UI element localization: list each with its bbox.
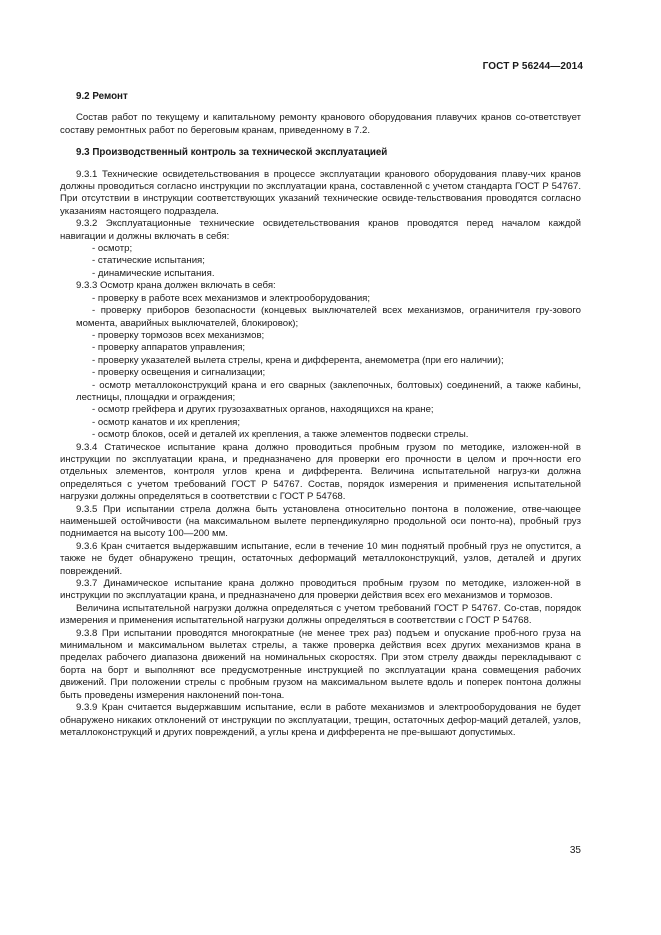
paragraph-9-3-5: 9.3.5 При испытании стрела должна быть установлена относительно понтона в положение, отве-чающее наименьшей остойчивости (на максимальном вылете перпендикулярно продольной оси понто-на), пробный груз поднимается на высоту 100—200 мм. [60,503,581,540]
list-item: - осмотр канатов и их крепления; [60,417,581,429]
list-item: - осмотр грейфера и других грузозахватных органов, находящихся на кране; [60,404,581,416]
paragraph-9-3-9: 9.3.9 Кран считается выдержавшим испытание, если в работе механизмов и электрооборудования не будет обнаружено никаких отклонений от инструкции по эксплуатации, трещин, остаточных дефор-маций деталей, узлов, металлоконструкций и других повреждений, а углы крена и дифферента не пре-вышают допустимых. [60,702,581,738]
paragraph-9-3-7: 9.3.7 Динамическое испытание крана должно проводиться пробным грузом по методике, изложен-ной в инструкции по эксплуатации крана, и предназначено для проверки действия всех его механизмов и тормозов. [60,578,581,602]
section-heading-9-3: 9.3 Производственный контроль за технической эксплуатацией [76,147,388,159]
list-item: - проверку освещения и сигнализации; [60,367,581,379]
paragraph-9-3-1: 9.3.1 Технические освидетельствования в процессе эксплуатации кранового оборудования плаву-чих кранов должны проводиться согласно инструкции по эксплуатации крана, составленной с учетом стандарта ГОСТ Р 54767. При отсутствии в инструкции соответствующих указаний технические освиде-тельствования проводятся согласно указаниям настоящего подраздела. [60,168,581,217]
list-item: - проверку приборов безопасности (концевых выключателей всех механизмов, ограничителя гру-зового момента, аварийных выключателей, блокировок); [60,305,581,330]
list-item: - осмотр металлоконструкций крана и его сварных (заклепочных, болтовых) соединений, а также кабины, лестницы, площадки и ограждения; [60,380,581,405]
list-item: - осмотр; [60,243,581,255]
list-item: - динамические испытания. [60,268,581,280]
list-item: - статические испытания; [60,255,581,267]
list-item: - проверку тормозов всех механизмов; [60,330,581,342]
paragraph-9-2: Состав работ по текущему и капитальному ремонту кранового оборудования плавучих кранов со-ответствует составу ремонтных работ по береговым кранам, приведенному в 7.2. [60,112,581,136]
paragraph-9-3-7-load: Величина испытательной нагрузки должна определяться с учетом требований ГОСТ Р 54767. Со-став, порядок измерения и применения испытательной нагрузки должны определяться в соответствии с ГОСТ Р 54768. [60,602,581,627]
section-heading-9-2: 9.2 Ремонт [76,91,128,102]
list-item: - проверку аппаратов управления; [60,342,581,354]
paragraph-9-3-6: 9.3.6 Кран считается выдержавшим испытание, если в течение 10 мин поднятый пробный груз не опустится, а также не будет обнаружено трещин, остаточных деформаций металлоконструкций, узлов, деталей и других повреждений. [60,540,581,577]
paragraph-9-3-4: 9.3.4 Статическое испытание крана должно проводиться пробным грузом по методике, изложен-ной в инструкции по эксплуатации крана, и предназначено для проверки его прочности в целом и проч-ности его отдельных элементов, контроля углов крена и дифферента. Величина испытательной нагруз-ки должна определяться с учетом требований ГОСТ Р 54767. Состав, порядок измерения и применения испытательной нагрузки должны определяться в соответствии с ГОСТ Р 54768. [60,441,581,503]
page-number: 35 [569,845,581,856]
document-body [60,91,581,739]
list-item: - осмотр блоков, осей и деталей их крепления, а также элементов подвески стрелы. [60,429,581,441]
paragraph-9-3-3: 9.3.3 Осмотр крана должен включать в себя: [76,280,276,292]
list-item: - проверку в работе всех механизмов и электрооборудования; [60,293,581,305]
paragraph-9-3-2: 9.3.2 Эксплуатационные технические освидетельствования кранов проводятся перед началом каждой навигации и должны включать в себя: [60,218,581,242]
list-item: - проверку указателей вылета стрелы, крена и дифферента, анемометра (при его наличии); [60,355,581,367]
standard-number-header: ГОСТ Р 56244—2014 [482,61,583,72]
paragraph-9-3-8: 9.3.8 При испытании проводятся многократные (не менее трех раз) подъем и опускание проб-ного груза на минимальном и максимальном вылетах стрелы, а также проверка действия всех других механизмов крана в пределах рабочего диапазона движений на номинальных скоростях. При этом стрелу дважды перекладывают с борта на борт и выполняют все предусмотренные инструкцией по эксплуатации крана совмещения рабочих движений. При положении стрелы с пробным грузом на максимальном вылете вдоль и поперек понтона должны быть проведены измерения наклонений пон-тона. [60,627,581,701]
